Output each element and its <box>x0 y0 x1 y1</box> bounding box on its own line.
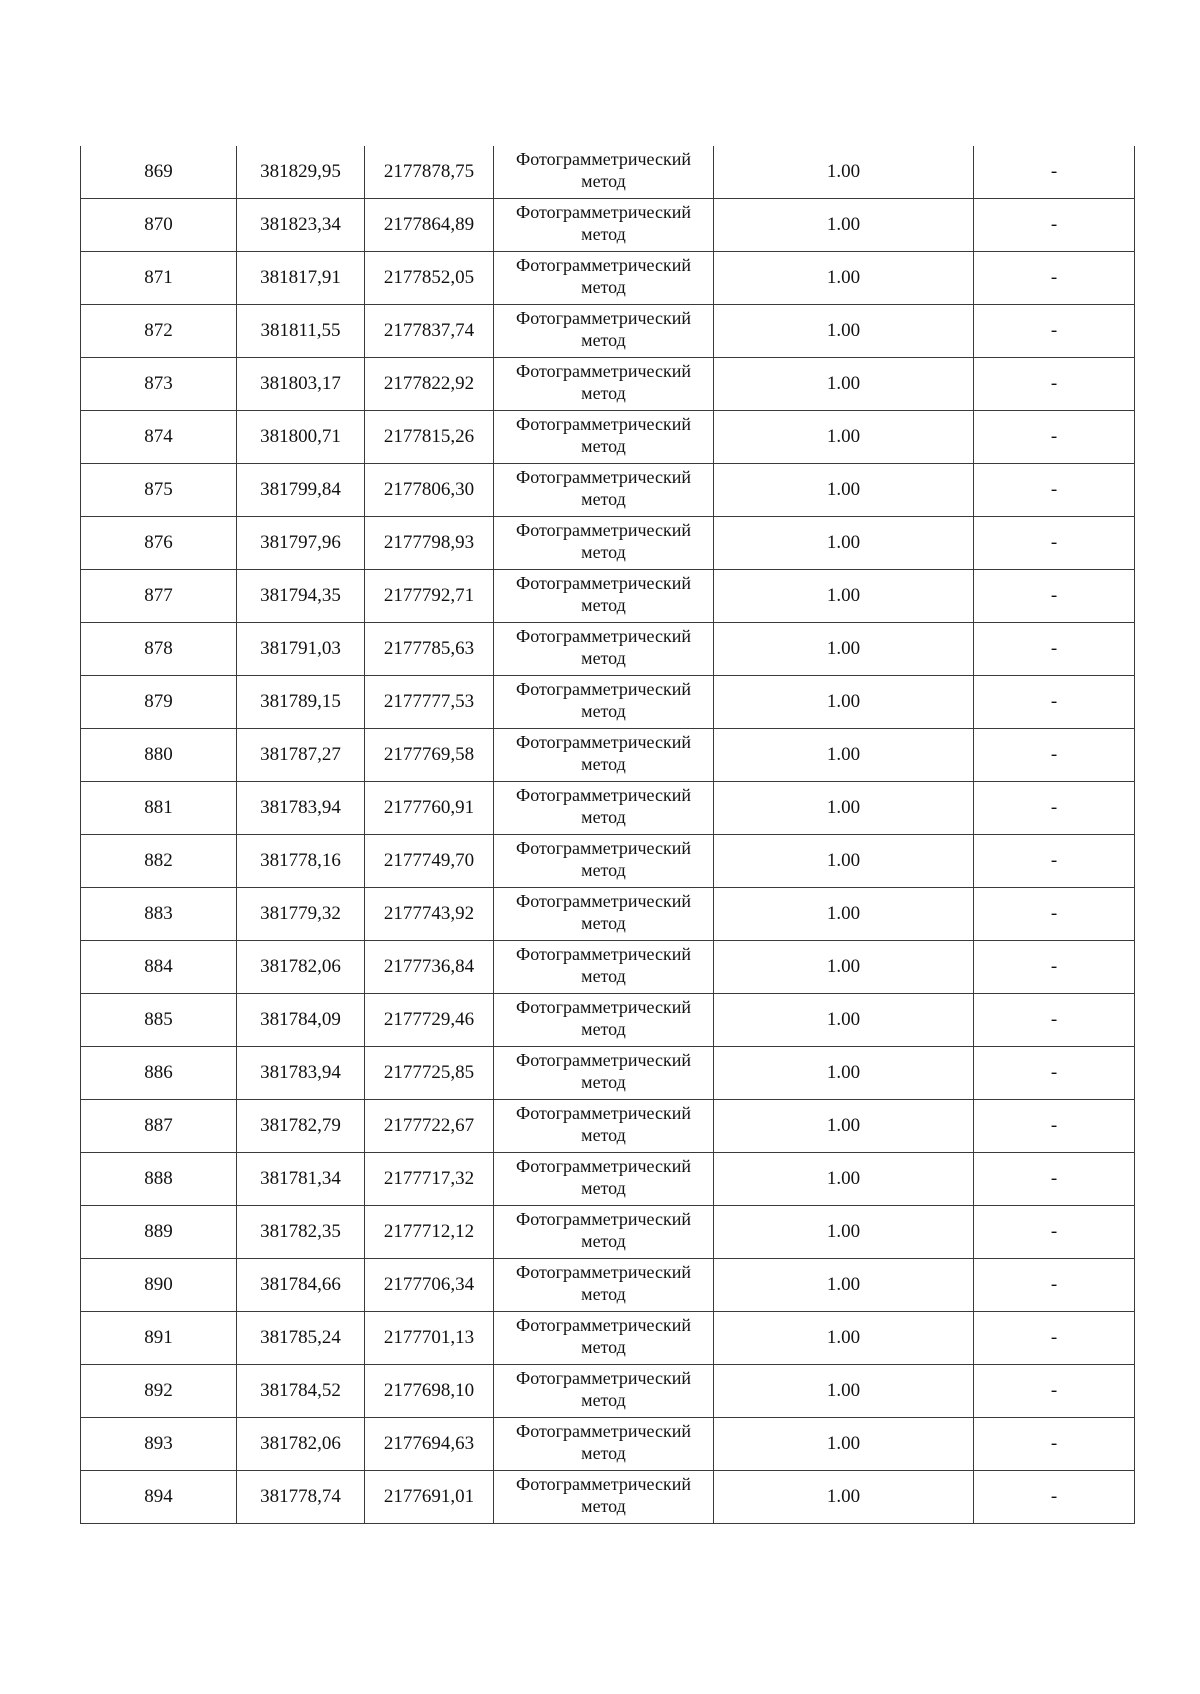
point-number-cell: 889 <box>81 1206 237 1259</box>
table-row <box>81 1259 1135 1312</box>
note-cell: - <box>974 676 1135 729</box>
table-row <box>81 517 1135 570</box>
note-cell: - <box>974 1471 1135 1524</box>
method-cell <box>494 1418 714 1471</box>
method-line-2: метод <box>581 383 626 403</box>
point-number-cell: 892 <box>81 1365 237 1418</box>
x-coordinate-cell: 381783,94 <box>237 1047 365 1100</box>
table-row <box>81 1206 1135 1259</box>
table-row <box>81 305 1135 358</box>
note-cell: - <box>974 941 1135 994</box>
accuracy-cell: 1.00 <box>714 1312 974 1365</box>
point-number-cell: 870 <box>81 199 237 252</box>
y-coordinate-cell: 2177694,63 <box>365 1418 494 1471</box>
accuracy-cell: 1.00 <box>714 305 974 358</box>
method-line-2: метод <box>581 436 626 456</box>
accuracy-cell: 1.00 <box>714 835 974 888</box>
method-line-1: Фотограмметрический <box>516 255 691 275</box>
method-cell <box>494 782 714 835</box>
x-coordinate-cell: 381791,03 <box>237 623 365 676</box>
accuracy-cell: 1.00 <box>714 464 974 517</box>
method-line-1: Фотограмметрический <box>516 944 691 964</box>
method-line-2: метод <box>581 966 626 986</box>
x-coordinate-cell: 381800,71 <box>237 411 365 464</box>
note-cell: - <box>974 464 1135 517</box>
x-coordinate-cell: 381829,95 <box>237 146 365 199</box>
point-number-cell: 879 <box>81 676 237 729</box>
y-coordinate-cell: 2177722,67 <box>365 1100 494 1153</box>
method-cell <box>494 252 714 305</box>
x-coordinate-cell: 381784,09 <box>237 994 365 1047</box>
method-line-2: метод <box>581 489 626 509</box>
method-cell <box>494 1259 714 1312</box>
point-number-cell: 884 <box>81 941 237 994</box>
accuracy-cell: 1.00 <box>714 623 974 676</box>
y-coordinate-cell: 2177691,01 <box>365 1471 494 1524</box>
note-cell: - <box>974 358 1135 411</box>
point-number-cell: 888 <box>81 1153 237 1206</box>
method-line-1: Фотограмметрический <box>516 1421 691 1441</box>
note-cell: - <box>974 1100 1135 1153</box>
y-coordinate-cell: 2177777,53 <box>365 676 494 729</box>
note-cell: - <box>974 1418 1135 1471</box>
y-coordinate-cell: 2177769,58 <box>365 729 494 782</box>
accuracy-cell: 1.00 <box>714 782 974 835</box>
accuracy-cell: 1.00 <box>714 199 974 252</box>
table-row <box>81 1153 1135 1206</box>
y-coordinate-cell: 2177837,74 <box>365 305 494 358</box>
point-number-cell: 880 <box>81 729 237 782</box>
note-cell: - <box>974 305 1135 358</box>
method-cell <box>494 1153 714 1206</box>
note-cell: - <box>974 994 1135 1047</box>
method-line-2: метод <box>581 913 626 933</box>
method-line-1: Фотограмметрический <box>516 838 691 858</box>
note-cell: - <box>974 835 1135 888</box>
point-number-cell: 891 <box>81 1312 237 1365</box>
method-line-2: метод <box>581 1178 626 1198</box>
method-line-1: Фотограмметрический <box>516 1156 691 1176</box>
method-line-2: метод <box>581 860 626 880</box>
y-coordinate-cell: 2177806,30 <box>365 464 494 517</box>
accuracy-cell: 1.00 <box>714 994 974 1047</box>
point-number-cell: 883 <box>81 888 237 941</box>
x-coordinate-cell: 381787,27 <box>237 729 365 782</box>
method-line-1: Фотограмметрический <box>516 573 691 593</box>
method-cell <box>494 835 714 888</box>
table-row <box>81 1047 1135 1100</box>
note-cell: - <box>974 623 1135 676</box>
method-line-1: Фотограмметрический <box>516 1368 691 1388</box>
method-line-2: метод <box>581 330 626 350</box>
y-coordinate-cell: 2177798,93 <box>365 517 494 570</box>
method-line-1: Фотограмметрический <box>516 1262 691 1282</box>
y-coordinate-cell: 2177725,85 <box>365 1047 494 1100</box>
accuracy-cell: 1.00 <box>714 1471 974 1524</box>
y-coordinate-cell: 2177743,92 <box>365 888 494 941</box>
accuracy-cell: 1.00 <box>714 1259 974 1312</box>
method-cell <box>494 941 714 994</box>
note-cell: - <box>974 199 1135 252</box>
table-row <box>81 252 1135 305</box>
y-coordinate-cell: 2177852,05 <box>365 252 494 305</box>
x-coordinate-cell: 381785,24 <box>237 1312 365 1365</box>
table-row <box>81 1100 1135 1153</box>
method-cell <box>494 570 714 623</box>
method-line-1: Фотограмметрический <box>516 1315 691 1335</box>
method-cell <box>494 1100 714 1153</box>
accuracy-cell: 1.00 <box>714 1206 974 1259</box>
method-line-1: Фотограмметрический <box>516 520 691 540</box>
method-line-2: метод <box>581 1019 626 1039</box>
method-line-2: метод <box>581 1125 626 1145</box>
note-cell: - <box>974 1153 1135 1206</box>
method-line-2: метод <box>581 1231 626 1251</box>
method-line-2: метод <box>581 701 626 721</box>
method-line-2: метод <box>581 1496 626 1516</box>
table-row <box>81 1418 1135 1471</box>
point-number-cell: 885 <box>81 994 237 1047</box>
method-cell <box>494 676 714 729</box>
y-coordinate-cell: 2177785,63 <box>365 623 494 676</box>
point-number-cell: 886 <box>81 1047 237 1100</box>
table-row <box>81 411 1135 464</box>
note-cell: - <box>974 1365 1135 1418</box>
table-row <box>81 146 1135 199</box>
method-cell <box>494 729 714 782</box>
note-cell: - <box>974 782 1135 835</box>
x-coordinate-cell: 381784,66 <box>237 1259 365 1312</box>
method-cell <box>494 517 714 570</box>
coordinates-table <box>80 146 1135 1524</box>
method-line-1: Фотограмметрический <box>516 361 691 381</box>
accuracy-cell: 1.00 <box>714 517 974 570</box>
table-row <box>81 570 1135 623</box>
point-number-cell: 874 <box>81 411 237 464</box>
note-cell: - <box>974 729 1135 782</box>
accuracy-cell: 1.00 <box>714 570 974 623</box>
method-line-2: метод <box>581 542 626 562</box>
x-coordinate-cell: 381782,79 <box>237 1100 365 1153</box>
note-cell: - <box>974 888 1135 941</box>
accuracy-cell: 1.00 <box>714 1047 974 1100</box>
note-cell: - <box>974 252 1135 305</box>
method-line-2: метод <box>581 1284 626 1304</box>
table-row <box>81 888 1135 941</box>
method-line-2: метод <box>581 1390 626 1410</box>
method-line-2: метод <box>581 224 626 244</box>
x-coordinate-cell: 381782,06 <box>237 941 365 994</box>
method-line-1: Фотограмметрический <box>516 308 691 328</box>
accuracy-cell: 1.00 <box>714 888 974 941</box>
x-coordinate-cell: 381782,35 <box>237 1206 365 1259</box>
method-line-1: Фотограмметрический <box>516 679 691 699</box>
y-coordinate-cell: 2177878,75 <box>365 146 494 199</box>
point-number-cell: 873 <box>81 358 237 411</box>
x-coordinate-cell: 381823,34 <box>237 199 365 252</box>
note-cell: - <box>974 570 1135 623</box>
x-coordinate-cell: 381811,55 <box>237 305 365 358</box>
method-line-1: Фотограмметрический <box>516 149 691 169</box>
note-cell: - <box>974 411 1135 464</box>
method-line-1: Фотограмметрический <box>516 414 691 434</box>
method-line-1: Фотограмметрический <box>516 1050 691 1070</box>
point-number-cell: 872 <box>81 305 237 358</box>
y-coordinate-cell: 2177729,46 <box>365 994 494 1047</box>
accuracy-cell: 1.00 <box>714 941 974 994</box>
point-number-cell: 875 <box>81 464 237 517</box>
table-row <box>81 782 1135 835</box>
x-coordinate-cell: 381794,35 <box>237 570 365 623</box>
method-line-2: метод <box>581 648 626 668</box>
table-row <box>81 941 1135 994</box>
method-line-1: Фотограмметрический <box>516 626 691 646</box>
method-cell <box>494 888 714 941</box>
point-number-cell: 894 <box>81 1471 237 1524</box>
table-row <box>81 676 1135 729</box>
coordinates-table-body <box>81 146 1135 1524</box>
accuracy-cell: 1.00 <box>714 252 974 305</box>
method-cell <box>494 146 714 199</box>
y-coordinate-cell: 2177712,12 <box>365 1206 494 1259</box>
note-cell: - <box>974 1312 1135 1365</box>
table-row <box>81 358 1135 411</box>
x-coordinate-cell: 381778,74 <box>237 1471 365 1524</box>
x-coordinate-cell: 381803,17 <box>237 358 365 411</box>
accuracy-cell: 1.00 <box>714 1100 974 1153</box>
accuracy-cell: 1.00 <box>714 146 974 199</box>
table-row <box>81 1365 1135 1418</box>
x-coordinate-cell: 381781,34 <box>237 1153 365 1206</box>
accuracy-cell: 1.00 <box>714 676 974 729</box>
x-coordinate-cell: 381783,94 <box>237 782 365 835</box>
point-number-cell: 871 <box>81 252 237 305</box>
x-coordinate-cell: 381799,84 <box>237 464 365 517</box>
y-coordinate-cell: 2177760,91 <box>365 782 494 835</box>
y-coordinate-cell: 2177736,84 <box>365 941 494 994</box>
method-line-2: метод <box>581 595 626 615</box>
table-row <box>81 1312 1135 1365</box>
y-coordinate-cell: 2177717,32 <box>365 1153 494 1206</box>
accuracy-cell: 1.00 <box>714 1365 974 1418</box>
method-line-1: Фотограмметрический <box>516 1209 691 1229</box>
method-line-1: Фотограмметрический <box>516 202 691 222</box>
table-row <box>81 464 1135 517</box>
x-coordinate-cell: 381782,06 <box>237 1418 365 1471</box>
y-coordinate-cell: 2177706,34 <box>365 1259 494 1312</box>
accuracy-cell: 1.00 <box>714 411 974 464</box>
y-coordinate-cell: 2177698,10 <box>365 1365 494 1418</box>
method-line-1: Фотограмметрический <box>516 891 691 911</box>
accuracy-cell: 1.00 <box>714 358 974 411</box>
point-number-cell: 881 <box>81 782 237 835</box>
x-coordinate-cell: 381789,15 <box>237 676 365 729</box>
point-number-cell: 876 <box>81 517 237 570</box>
point-number-cell: 869 <box>81 146 237 199</box>
y-coordinate-cell: 2177864,89 <box>365 199 494 252</box>
table-row <box>81 623 1135 676</box>
method-cell <box>494 1365 714 1418</box>
accuracy-cell: 1.00 <box>714 1418 974 1471</box>
method-line-2: метод <box>581 1337 626 1357</box>
point-number-cell: 877 <box>81 570 237 623</box>
table-row <box>81 1471 1135 1524</box>
method-cell <box>494 358 714 411</box>
method-line-2: метод <box>581 277 626 297</box>
method-cell <box>494 1047 714 1100</box>
method-line-2: метод <box>581 1072 626 1092</box>
note-cell: - <box>974 146 1135 199</box>
y-coordinate-cell: 2177749,70 <box>365 835 494 888</box>
method-line-1: Фотограмметрический <box>516 1474 691 1494</box>
method-cell <box>494 994 714 1047</box>
point-number-cell: 882 <box>81 835 237 888</box>
method-line-2: метод <box>581 1443 626 1463</box>
x-coordinate-cell: 381784,52 <box>237 1365 365 1418</box>
point-number-cell: 890 <box>81 1259 237 1312</box>
method-line-1: Фотограмметрический <box>516 1103 691 1123</box>
method-cell <box>494 411 714 464</box>
method-line-2: метод <box>581 754 626 774</box>
x-coordinate-cell: 381797,96 <box>237 517 365 570</box>
y-coordinate-cell: 2177701,13 <box>365 1312 494 1365</box>
method-cell <box>494 305 714 358</box>
method-cell <box>494 1471 714 1524</box>
note-cell: - <box>974 1047 1135 1100</box>
table-row <box>81 199 1135 252</box>
method-cell <box>494 1312 714 1365</box>
accuracy-cell: 1.00 <box>714 729 974 782</box>
table-row <box>81 994 1135 1047</box>
method-line-1: Фотограмметрический <box>516 997 691 1017</box>
method-cell <box>494 1206 714 1259</box>
x-coordinate-cell: 381778,16 <box>237 835 365 888</box>
table-row <box>81 729 1135 782</box>
y-coordinate-cell: 2177815,26 <box>365 411 494 464</box>
note-cell: - <box>974 1259 1135 1312</box>
x-coordinate-cell: 381779,32 <box>237 888 365 941</box>
method-cell <box>494 623 714 676</box>
method-line-1: Фотограмметрический <box>516 467 691 487</box>
note-cell: - <box>974 517 1135 570</box>
method-cell <box>494 464 714 517</box>
method-line-1: Фотограмметрический <box>516 785 691 805</box>
method-line-2: метод <box>581 807 626 827</box>
x-coordinate-cell: 381817,91 <box>237 252 365 305</box>
point-number-cell: 893 <box>81 1418 237 1471</box>
y-coordinate-cell: 2177792,71 <box>365 570 494 623</box>
point-number-cell: 878 <box>81 623 237 676</box>
method-line-1: Фотограмметрический <box>516 732 691 752</box>
method-cell <box>494 199 714 252</box>
method-line-2: метод <box>581 171 626 191</box>
point-number-cell: 887 <box>81 1100 237 1153</box>
accuracy-cell: 1.00 <box>714 1153 974 1206</box>
y-coordinate-cell: 2177822,92 <box>365 358 494 411</box>
note-cell: - <box>974 1206 1135 1259</box>
table-row <box>81 835 1135 888</box>
